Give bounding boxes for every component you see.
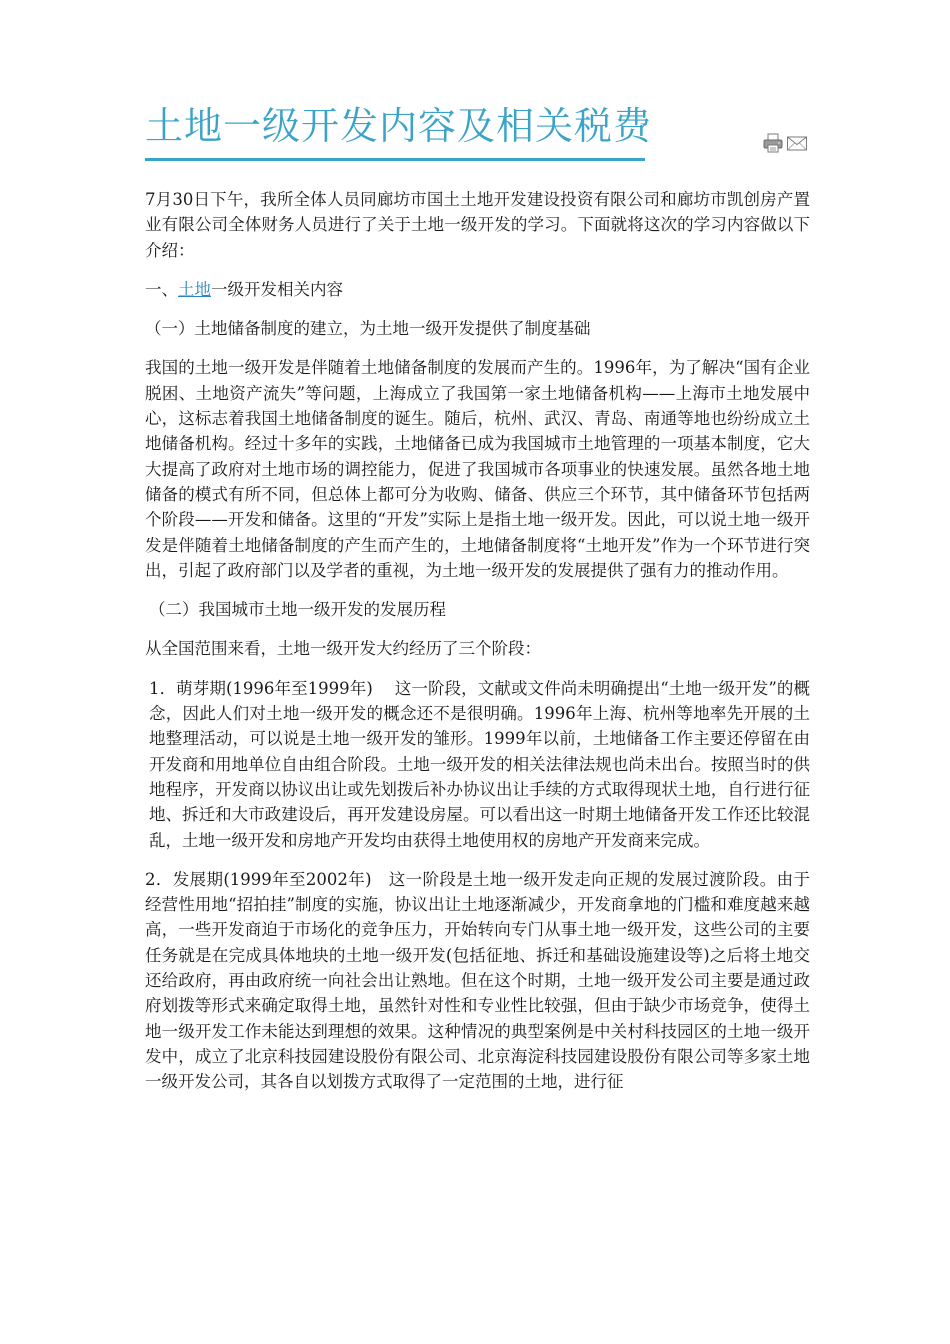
title-block (145, 100, 653, 161)
paragraph-stage-2: 2．发展期(1999年至2002年) 这一阶段是土地一级开发走向正规的发展过渡阶段。由于经营性用地“招拍挂”制度的实施，协议出让土地逐渐减少，开发商拿地的门槛和难度越来越高，一些开发商迫于市场化的竞争压力，开始转向专门从事土地一级开发，这些公司的主要任务就是在完成具体地块的土地一级开发(包括征地、拆迁和基础设施建设等)之后将土地交还给政府，再由政府统一向社会出让熟地。但在这个时期，土地一级开发公司主要是通过政府划拨等形式来确定取得土地，虽然针对性和专业性比较强，但由于缺少市场竞争，使得土地一级开发工作未能达到理想的效果。这种情况的典型案例是中关村科技园区的土地一级开发中，成立了北京科技园建设股份有限公司、北京海淀科技园建设股份有限公司等多家土地一级开发公司，其各自以划拨方式取得了一定范围的土地，进行征 (145, 869, 810, 1092)
article-body (145, 187, 810, 1109)
paragraph-land-reserve: 我国的土地一级开发是伴随着土地储备制度的发展而产生的。1996年，为了解决“国有企业脱困、土地资产流失”等问题，上海成立了我国第一家土地储备机构——上海市土地发展中心，这标志着我国土地储备制度的诞生。随后，杭州、武汉、青岛、南通等地也纷纷成立土地储备机构。经过十多年的实践，土地储备已成为我国城市土地管理的一项基本制度，它大大提高了政府对土地市场的调控能力，促进了我国城市各项事业的快速发展。虽然各地土地储备的模式有所不同，但总体上都可分为收购、储备、供应三个环节，其中储备环节包括两个阶段——开发和储备。这里的“开发”实际上是指土地一级开发。因此，可以说土地一级开发是伴随着土地储备制度的产生而产生的，土地储备制度将“土地开发”作为一个环节进行突出，引起了政府部门以及学者的重视，为土地一级开发的发展提供了强有力的推动作用。 (145, 358, 810, 580)
subsection-heading-1: （一）土地储备制度的建立，为土地一级开发提供了制度基础 (145, 319, 591, 339)
section-prefix: 一、 (145, 279, 178, 299)
envelope-icon[interactable] (786, 133, 808, 153)
paragraph-stage-1: 1．萌芽期(1996年至1999年) 这一阶段，文献或文件尚未明确提出“土地一级开发”的概念，因此人们对土地一级开发的概念还不是很明确。1996年上海、杭州等地率先开展的土地整理活动，可以说是土地一级开发的雏形。1999年以前，土地储备工作主要还停留在由开发商和用地单位自由组合阶段。土地一级开发的相关法律法规也尚未出台。按照当时的供地程序，开发商以协议出让或先划拨后补办协议出让手续的方式取得现状土地，自行进行征地、拆迁和大市政建设后，再开发建设房屋。可以看出这一时期土地储备开发工作还比较混乱，土地一级开发和房地产开发均由获得土地使用权的房地产开发商来完成。 (149, 678, 810, 850)
section-suffix: 一级开发相关内容 (211, 279, 343, 299)
paragraph-stages-intro: 从全国范围来看，土地一级开发大约经历了三个阶段： (145, 639, 541, 659)
printer-icon[interactable] (762, 133, 784, 153)
page-title: 土地一级开发内容及相关税费 (145, 104, 653, 148)
article-tools (762, 133, 808, 153)
intro-paragraph: 7月30日下午，我所全体人员同廊坊市国土土地开发建设投资有限公司和廊坊市凯创房产置业有限公司全体财务人员进行了关于土地一级开发的学习。下面就将这次的学习内容做以下介绍： (145, 190, 810, 260)
subsection-heading-2: （二）我国城市土地一级开发的发展历程 (149, 600, 446, 620)
land-link[interactable]: 土地 (178, 279, 211, 299)
section-heading-1 (145, 277, 810, 302)
title-underline (145, 158, 645, 161)
